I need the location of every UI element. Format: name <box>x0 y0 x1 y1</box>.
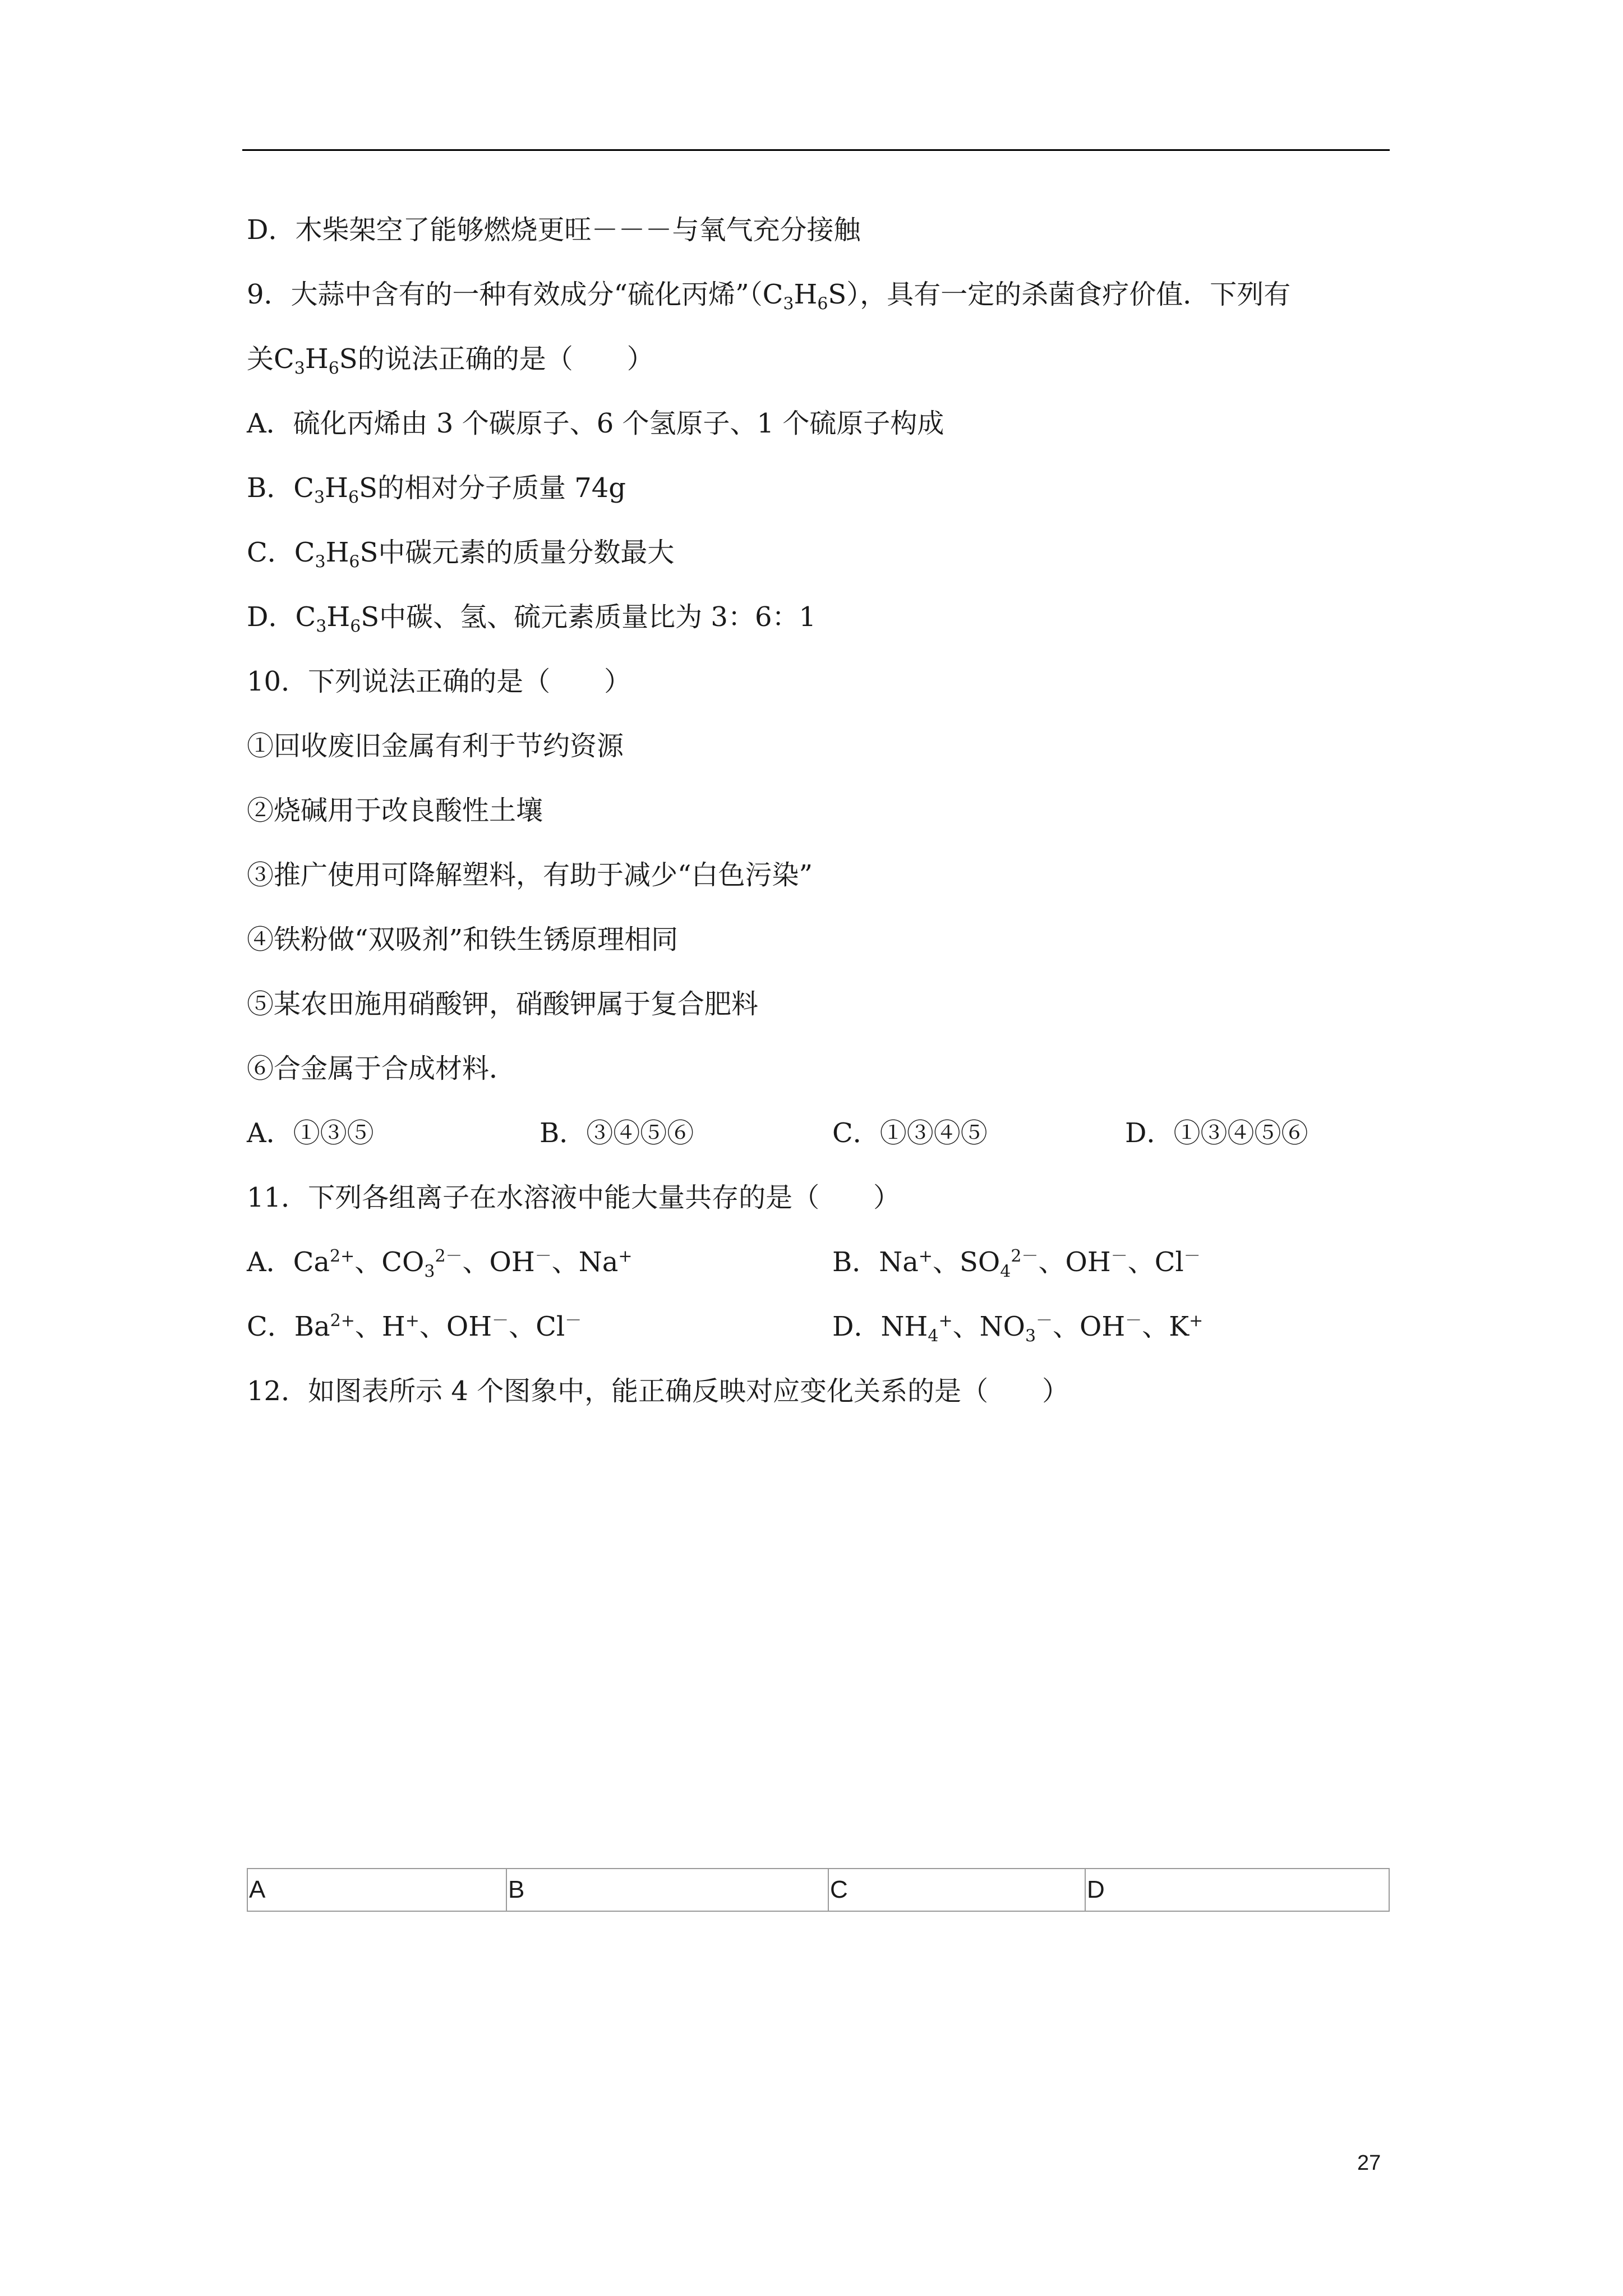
q10-option-b: B．③④⑤⑥ <box>540 1117 694 1149</box>
table-row <box>247 1869 1389 1911</box>
header-rule <box>242 149 1390 151</box>
q9-option-b: B．$C_3H_6S$的相对分子质量 74g <box>247 472 626 508</box>
q11-option-a: A．$Ca^{2+}$、$CO_3^{2-}$、OH－、Na+ <box>247 1246 633 1282</box>
q11-stem: 11．下列各组离子在水溶液中能大量共存的是（ ） <box>247 1182 901 1213</box>
table-cell-a: A <box>247 1869 506 1911</box>
q10-stem: 10．下列说法正确的是（ ） <box>247 666 631 697</box>
q9-option-c: C．$C_3H_6S$中碳元素的质量分数最大 <box>247 537 675 572</box>
q12-graph-table <box>247 1868 1390 1912</box>
q10-option-a: A．①③⑤ <box>247 1117 374 1149</box>
q11-option-c: C．$Ba^{2+}$、H+、OH－、Cl－ <box>247 1311 582 1342</box>
q10-option-d: D．①③④⑤⑥ <box>1125 1117 1308 1149</box>
q10-item: ③推广使用可降解塑料，有助于减少“白色污染” <box>247 859 813 891</box>
q9-option-a: A．硫化丙烯由 3 个碳原子、6 个氢原子、1 个硫原子构成 <box>247 408 944 439</box>
q9-option-d: D．$C_3H_6S$中碳、氢、硫元素质量比为 3：6：1 <box>247 601 817 637</box>
q10-item: ①回收废旧金属有利于节约资源 <box>247 730 624 762</box>
q12-stem: 12．如图表所示 4 个图象中，能正确反映对应变化关系的是（ ） <box>247 1375 1069 1407</box>
q10-item: ②烧碱用于改良酸性土壤 <box>247 795 543 826</box>
q8-option-d: D．木柴架空了能够燃烧更旺－－－与氧气充分接触 <box>247 214 861 246</box>
q10-item: ④铁粉做“双吸剂”和铁生锈原理相同 <box>247 924 679 955</box>
q11-option-d: D．$NH_4^+$、$NO_3^-$、OH－、K+ <box>832 1311 1204 1346</box>
page-number: 27 <box>1357 2151 1381 2175</box>
q10-item: ⑥合金属于合成材料． <box>247 1053 517 1084</box>
q9-stem-line-1: 9．大蒜中含有的一种有效成分“硫化丙烯$”(C_3H_6S)$，具有一定的杀菌食疗价值．下列有 <box>247 279 1291 314</box>
table-cell-d: D <box>1085 1869 1389 1911</box>
q11-option-b: B．Na+、$SO_4^{2-}$、OH－、Cl－ <box>832 1246 1201 1282</box>
q10-item: ⑤某农田施用硝酸钾，硝酸钾属于复合肥料 <box>247 988 759 1020</box>
table-cell-b: B <box>506 1869 828 1911</box>
q9-stem-line-2: 关$C_3H_6S$的说法正确的是（ ） <box>247 343 654 379</box>
q10-option-c: C．①③④⑤ <box>832 1117 988 1149</box>
table-cell-c: C <box>828 1869 1085 1911</box>
